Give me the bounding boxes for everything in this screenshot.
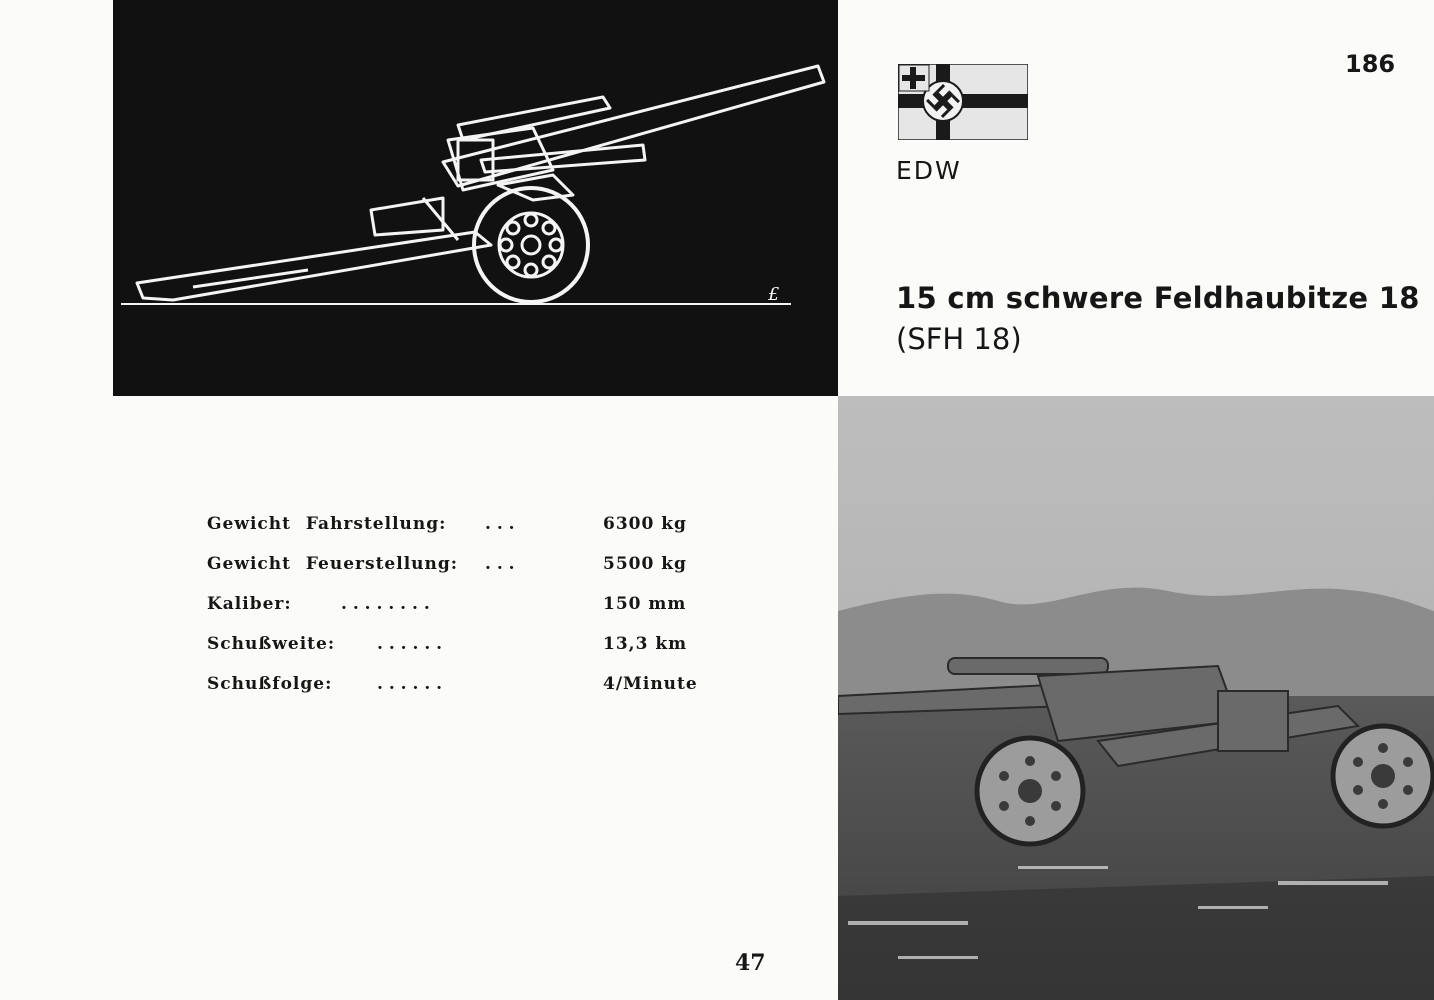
spec-value: 5500 kg bbox=[603, 554, 687, 574]
spec-leader-dots: . . . . . . bbox=[377, 674, 443, 694]
spec-row bbox=[207, 590, 707, 630]
folio-number: 47 bbox=[735, 950, 766, 976]
spec-row bbox=[207, 510, 707, 550]
page-number: 186 bbox=[1345, 50, 1396, 78]
spec-label: Gewicht Feuerstellung: bbox=[207, 554, 459, 574]
spec-leader-dots: . . . . . . bbox=[377, 634, 443, 654]
howitzer-photograph bbox=[838, 396, 1434, 1000]
spec-label: Schußfolge: bbox=[207, 674, 333, 694]
spec-leader-dots: . . . . . . . . bbox=[341, 594, 430, 614]
silhouette-drawing bbox=[113, 0, 838, 396]
spec-value: 150 mm bbox=[603, 594, 687, 614]
spec-value: 13,3 km bbox=[603, 634, 688, 654]
spec-label: Kaliber: bbox=[207, 594, 292, 614]
war-ensign-flag-icon bbox=[898, 64, 1028, 140]
spec-leader-dots: . . . bbox=[485, 514, 515, 534]
spec-row bbox=[207, 550, 707, 590]
page-title: 15 cm schwere Feldhaubitze 18 bbox=[896, 281, 1420, 315]
howitzer-line-drawing bbox=[113, 0, 838, 396]
spec-row bbox=[207, 670, 707, 710]
specification-table bbox=[207, 510, 707, 710]
spec-label: Gewicht Fahrstellung: bbox=[207, 514, 447, 534]
spec-value: 4/Minute bbox=[603, 674, 698, 694]
svg-text:£: £ bbox=[768, 284, 780, 305]
spec-label: Schußweite: bbox=[207, 634, 336, 654]
country-code: EDW bbox=[896, 156, 962, 185]
page-subtitle: (SFH 18) bbox=[896, 322, 1022, 356]
spec-leader-dots: . . . bbox=[485, 554, 515, 574]
spec-value: 6300 kg bbox=[603, 514, 687, 534]
spec-row bbox=[207, 630, 707, 670]
photo-illustration bbox=[838, 396, 1434, 1000]
